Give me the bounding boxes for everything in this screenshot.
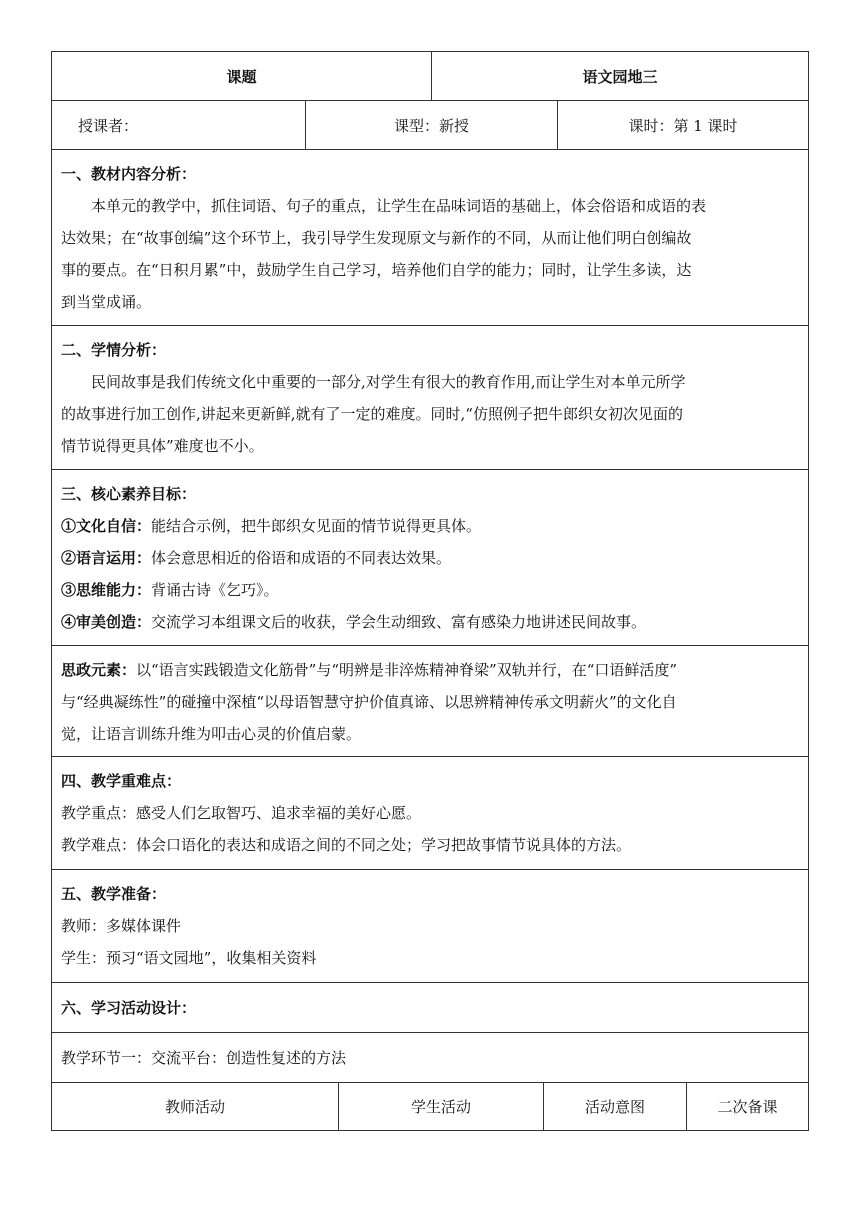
section-key-difficult-points bbox=[51, 757, 809, 870]
activity-columns-row bbox=[51, 1083, 809, 1131]
paragraph-line: 情节说得更具体”难度也不小。 bbox=[61, 437, 264, 455]
goal-text: 体会意思相近的俗语和成语的不同表达效果。 bbox=[151, 549, 452, 567]
section-material-analysis bbox=[51, 150, 809, 326]
section-student-analysis bbox=[51, 326, 809, 470]
topic-label: 课题 bbox=[226, 67, 257, 86]
section-heading: 三、核心素养目标： bbox=[61, 485, 197, 503]
goal-label: ①文化自信： bbox=[61, 517, 152, 535]
lesson-plan-table bbox=[51, 51, 809, 1131]
paragraph-line: 觉，让语言训练升维为叩击心灵的价值启蒙。 bbox=[61, 725, 362, 743]
goal-item bbox=[61, 574, 799, 606]
paragraph-line: 的故事进行加工创作,讲起来更新鲜,就有了一定的难度。同时,“仿照例子把牛郎织女初次见面的 bbox=[61, 405, 683, 423]
paragraph-line: 教师：多媒体课件 bbox=[61, 917, 182, 935]
paragraph-line: 学生：预习“语文园地”，收集相关资料 bbox=[61, 949, 317, 967]
info-row bbox=[51, 101, 809, 150]
column-teacher-activity: 教师活动 bbox=[164, 1098, 225, 1116]
section-heading: 六、学习活动设计： bbox=[61, 999, 197, 1017]
paragraph-line: 教学难点：体会口语化的表达和成语之间的不同之处；学习把故事情节说具体的方法。 bbox=[61, 836, 632, 854]
column-activity-intent: 活动意图 bbox=[543, 1083, 686, 1130]
goal-label: ④审美创造： bbox=[61, 613, 152, 631]
section-activity-design bbox=[51, 983, 809, 1033]
goal-text: 交流学习本组课文后的收获，学会生动细致、富有感染力地讲述民间故事。 bbox=[151, 613, 647, 631]
topic-row bbox=[51, 51, 809, 101]
teacher-cell: 授课者： bbox=[78, 116, 139, 135]
section-heading: 四、教学重难点： bbox=[61, 772, 182, 790]
paragraph-line: 到当堂成诵。 bbox=[61, 293, 152, 311]
lesson-type-cell: 课型：新授 bbox=[305, 101, 557, 149]
column-second-preparation: 二次备课 bbox=[686, 1083, 808, 1130]
goal-item bbox=[61, 510, 799, 542]
paragraph-line: 达效果；在“故事创编”这个环节上，我引导学生发现原文与新作的不同，从而让他们明白创编故 bbox=[61, 229, 692, 247]
teaching-step-row bbox=[51, 1033, 809, 1083]
teaching-step: 教学环节一：交流平台：创造性复述的方法 bbox=[61, 1049, 347, 1067]
goal-label: ②语言运用： bbox=[61, 549, 152, 567]
section-preparation bbox=[51, 870, 809, 983]
paragraph-line: 教学重点：感受人们乞取智巧、追求幸福的美好心愿。 bbox=[61, 804, 422, 822]
ideology-text: 以“语言实践锻造文化筋骨”与“明辨是非淬炼精神脊梁”双轨并行，在“口语鲜活度” bbox=[136, 661, 678, 679]
paragraph-line bbox=[61, 654, 799, 686]
section-heading: 五、教学准备： bbox=[61, 885, 167, 903]
topic-value: 语文园地三 bbox=[431, 52, 808, 100]
goal-label: ③思维能力： bbox=[61, 581, 152, 599]
section-heading: 一、教材内容分析： bbox=[61, 165, 197, 183]
section-core-goals bbox=[51, 470, 809, 646]
paragraph-line: 本单元的教学中，抓住词语、句子的重点，让学生在品味词语的基础上，体会俗语和成语的表 bbox=[91, 197, 707, 215]
ideology-label: 思政元素： bbox=[61, 661, 137, 679]
goal-text: 背诵古诗《乞巧》。 bbox=[151, 581, 279, 599]
section-ideology bbox=[51, 646, 809, 757]
section-heading: 二、学情分析： bbox=[61, 341, 167, 359]
paragraph-line: 民间故事是我们传统文化中重要的一部分,对学生有很大的教育作用,而让学生对本单元所学 bbox=[91, 373, 686, 391]
column-student-activity: 学生活动 bbox=[338, 1083, 543, 1130]
paragraph-line: 事的要点。在“日积月累”中，鼓励学生自己学习，培养他们自学的能力；同时，让学生多读，达 bbox=[61, 261, 692, 279]
lesson-period-cell: 课时：第 1 课时 bbox=[557, 101, 808, 149]
paragraph-line: 与“经典凝练性”的碰撞中深植“以母语智慧守护价值真谛、以思辨精神传承文明薪火”的文化自 bbox=[61, 693, 677, 711]
goal-item bbox=[61, 542, 799, 574]
goal-text: 能结合示例，把牛郎织女见面的情节说得更具体。 bbox=[151, 517, 482, 535]
goal-item bbox=[61, 606, 799, 638]
